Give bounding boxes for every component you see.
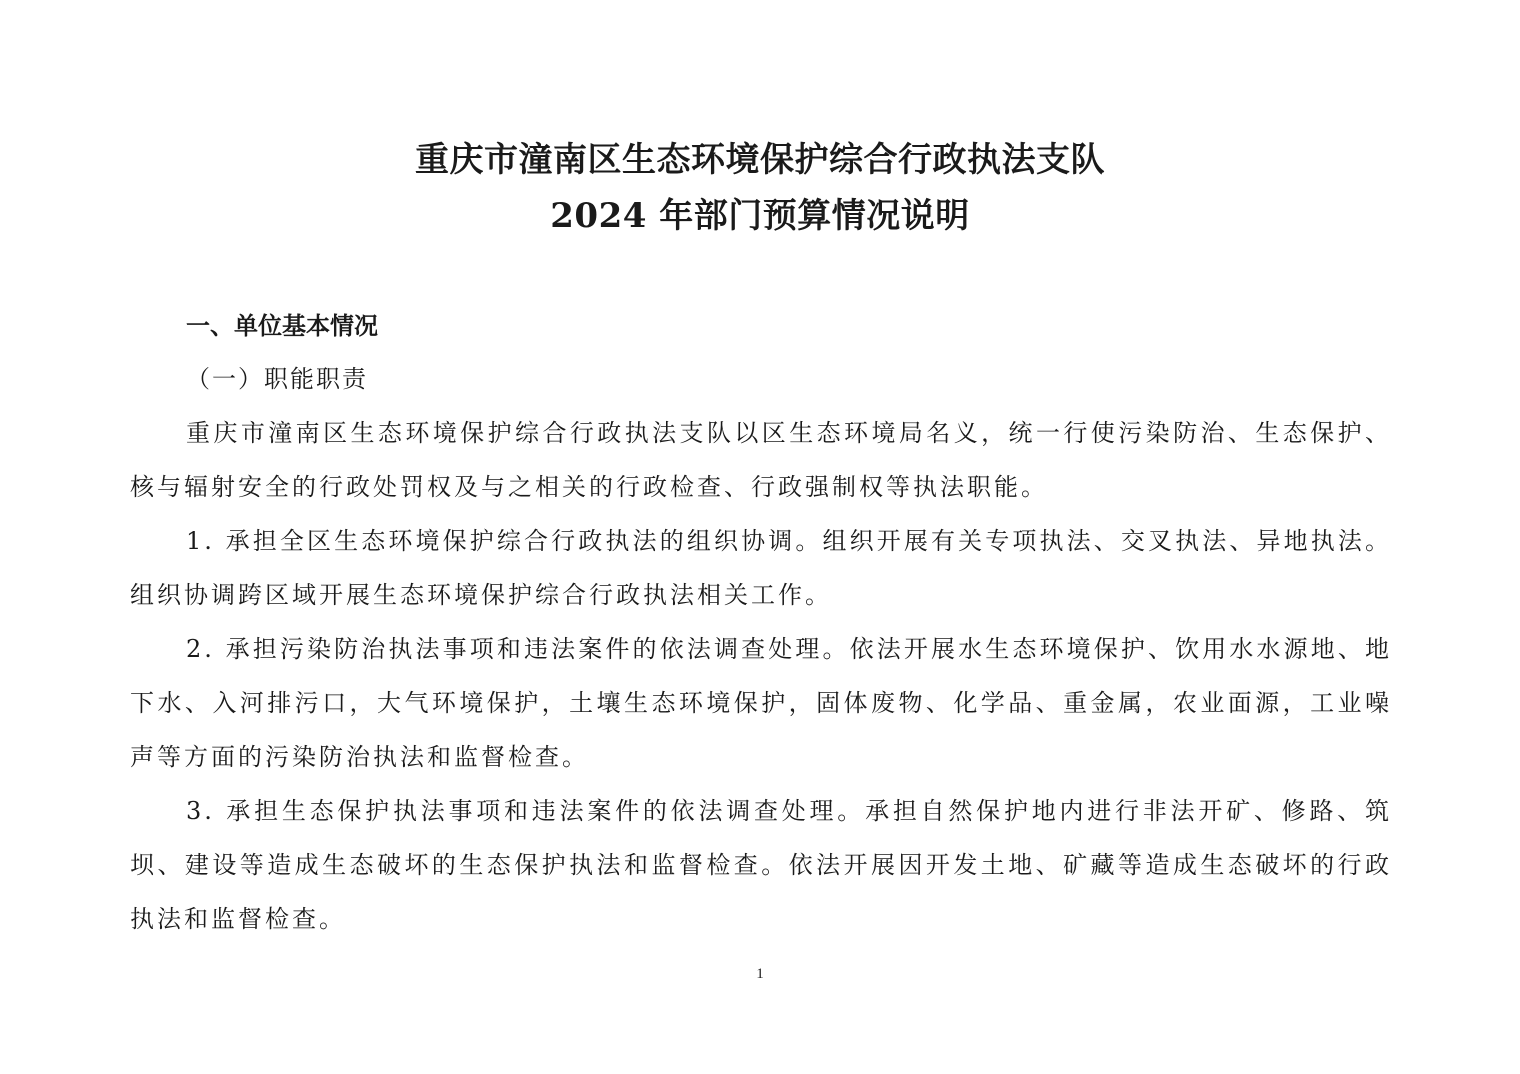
section-heading-unit-basic-info: 一、单位基本情况 [186,312,378,340]
page-number: 1 [756,966,764,982]
document-title [0,132,1520,244]
subsection-heading-functions: （一）职能职责 [186,365,368,393]
title-line-2: 2024 年部门预算情况说明 [550,196,970,236]
paragraph-item-3: 3. 承担生态保护执法事项和违法案件的依法调查处理。承担自然保护地内进行非法开矿、修路、筑坝、建设等造成生态破坏的生态保护执法和监督检查。依法开展因开发土地、矿藏等造成生态破坏的行政执法和监督检查。 [130,797,1392,933]
document-body [130,300,1392,946]
paragraph-intro: 重庆市潼南区生态环境保护综合行政执法支队以区生态环境局名义，统一行使污染防治、生态保护、核与辐射安全的行政处罚权及与之相关的行政检查、行政强制权等执法职能。 [130,419,1392,501]
paragraph-item-2: 2. 承担污染防治执法事项和违法案件的依法调查处理。依法开展水生态环境保护、饮用水水源地、地下水、入河排污口，大气环境保护，土壤生态环境保护，固体废物、化学品、重金属，农业面源，工业噪声等方面的污染防治执法和监督检查。 [130,635,1392,771]
paragraph-item-1: 1. 承担全区生态环境保护综合行政执法的组织协调。组织开展有关专项执法、交叉执法、异地执法。组织协调跨区域开展生态环境保护综合行政执法相关工作。 [130,527,1392,609]
title-line-1: 重庆市潼南区生态环境保护综合行政执法支队 [415,140,1105,180]
